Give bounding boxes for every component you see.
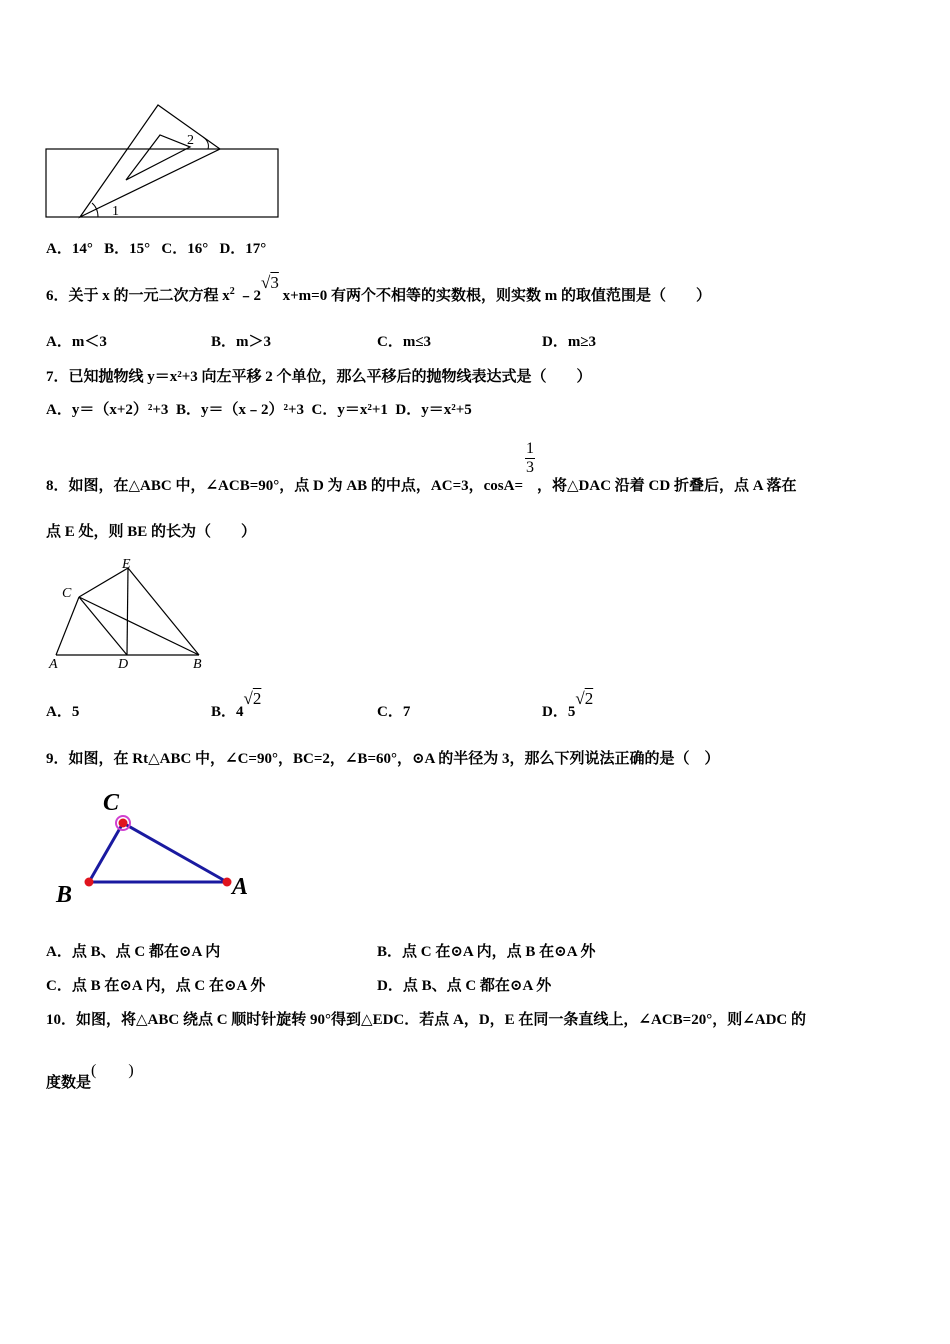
q8-sqrt-b: √2 xyxy=(243,689,262,708)
q8-part2: ，将△DAC 沿着 CD 折叠后，点 A 落在 xyxy=(537,478,797,494)
q5-option-c[interactable]: C．16° xyxy=(161,241,209,257)
q5-option-d[interactable]: D．17° xyxy=(219,241,267,257)
q7-stem: 7．已知抛物线 y＝x²+3 向左平移 2 个单位，那么平移后的抛物线表达式是（ ） xyxy=(46,369,592,385)
q8-fraction: $\frac{1}{3}$ xyxy=(526,440,534,476)
q8-label-c: C xyxy=(62,586,72,601)
q7-options xyxy=(46,398,472,419)
q8-label-a: A xyxy=(49,657,58,672)
q7-option-c[interactable]: C．y＝x²+1 xyxy=(311,402,388,418)
q5-set-square-outer xyxy=(80,105,220,217)
q8-fold-figure xyxy=(44,552,214,674)
q9-label-a: A xyxy=(232,874,249,900)
q7-option-b[interactable]: B．y＝（x﹣2）²+3 xyxy=(175,402,304,418)
q5-option-b[interactable]: B．15° xyxy=(104,241,151,257)
q9-stem: 9．如图，在 Rt△ABC 中，∠C=90°，BC=2，∠B=60°，⊙A 的半径为 3，那么下列说法正确的是（ ） xyxy=(46,751,720,767)
q9-point-b xyxy=(85,878,94,887)
q6-option-c[interactable]: C．m≤3 xyxy=(377,334,432,350)
q8-sqrt-d: √2 xyxy=(575,689,594,708)
q5-angle2-arc xyxy=(203,137,208,149)
q8-part1: 8．如图，在△ABC 中，∠ACB=90°，点 D 为 AB 的中点，AC=3，cosA= xyxy=(46,478,523,494)
q10-stem-line1: 10．如图，将△ABC 绕点 C 顺时针旋转 90°得到△EDC．若点 A，D，E 在同一条直线上，∠ACB=20°，则∠ADC 的 xyxy=(46,1012,807,1028)
q9-triangle-figure xyxy=(50,785,260,910)
q5-options xyxy=(46,237,266,258)
q8-label-e: E xyxy=(122,557,131,572)
q7-option-a[interactable]: A．y＝（x+2）²+3 xyxy=(46,402,169,418)
q6-minus-two: ﹣2 xyxy=(238,288,262,304)
q8-option-d[interactable]: D．5√2 xyxy=(542,689,594,720)
q6-option-a[interactable]: A．m＜3 xyxy=(46,334,107,350)
q9-option-a[interactable]: A．点 B、点 C 都在⊙A 内 xyxy=(46,944,221,960)
q8-option-b[interactable]: B．4√2 xyxy=(211,689,262,720)
q6-stem xyxy=(46,273,711,305)
q5-ruler-triangle-figure xyxy=(40,100,290,225)
q10-paren: ( ) xyxy=(91,1062,134,1079)
q6-option-d[interactable]: D．m≥3 xyxy=(542,334,597,350)
q8-option-a[interactable]: A．5 xyxy=(46,704,80,720)
q5-label-2: 2 xyxy=(187,133,194,148)
q6-sqrt: √3 xyxy=(261,273,279,292)
q9-point-c xyxy=(119,819,128,828)
q6-prefix: 6．关于 x 的一元二次方程 x xyxy=(46,288,230,304)
q8-stem-line1 xyxy=(46,440,797,495)
q6-suffix: x+m=0 有两个不相等的实数根，则实数 m 的取值范围是（ ） xyxy=(282,288,711,304)
q5-ruler xyxy=(46,149,278,217)
q8-label-d: D xyxy=(118,657,129,672)
q9-label-c: C xyxy=(103,790,120,816)
q10-label: 度数是 xyxy=(46,1075,92,1091)
q8-stem-line2: 点 E 处，则 BE 的长为（ ） xyxy=(46,524,257,540)
q9-label-b: B xyxy=(56,882,73,908)
q9-option-b[interactable]: B．点 C 在⊙A 内，点 B 在⊙A 外 xyxy=(377,944,596,960)
q10-stem-line2 xyxy=(46,1062,134,1092)
q8-option-c[interactable]: C．7 xyxy=(377,704,411,720)
q6-option-b[interactable]: B．m＞3 xyxy=(211,334,272,350)
q9-triangle xyxy=(89,823,227,882)
q9-option-d[interactable]: D．点 B、点 C 都在⊙A 外 xyxy=(377,978,552,994)
q6-sup: 2 xyxy=(229,286,235,297)
q5-option-a[interactable]: A．14° xyxy=(46,241,93,257)
q8-label-b: B xyxy=(193,657,202,672)
q5-label-1: 1 xyxy=(112,204,119,219)
q9-point-a xyxy=(223,878,232,887)
q9-option-c[interactable]: C．点 B 在⊙A 内，点 C 在⊙A 外 xyxy=(46,978,266,994)
q7-option-d[interactable]: D．y＝x²+5 xyxy=(395,402,472,418)
q5-set-square-inner xyxy=(126,135,190,180)
